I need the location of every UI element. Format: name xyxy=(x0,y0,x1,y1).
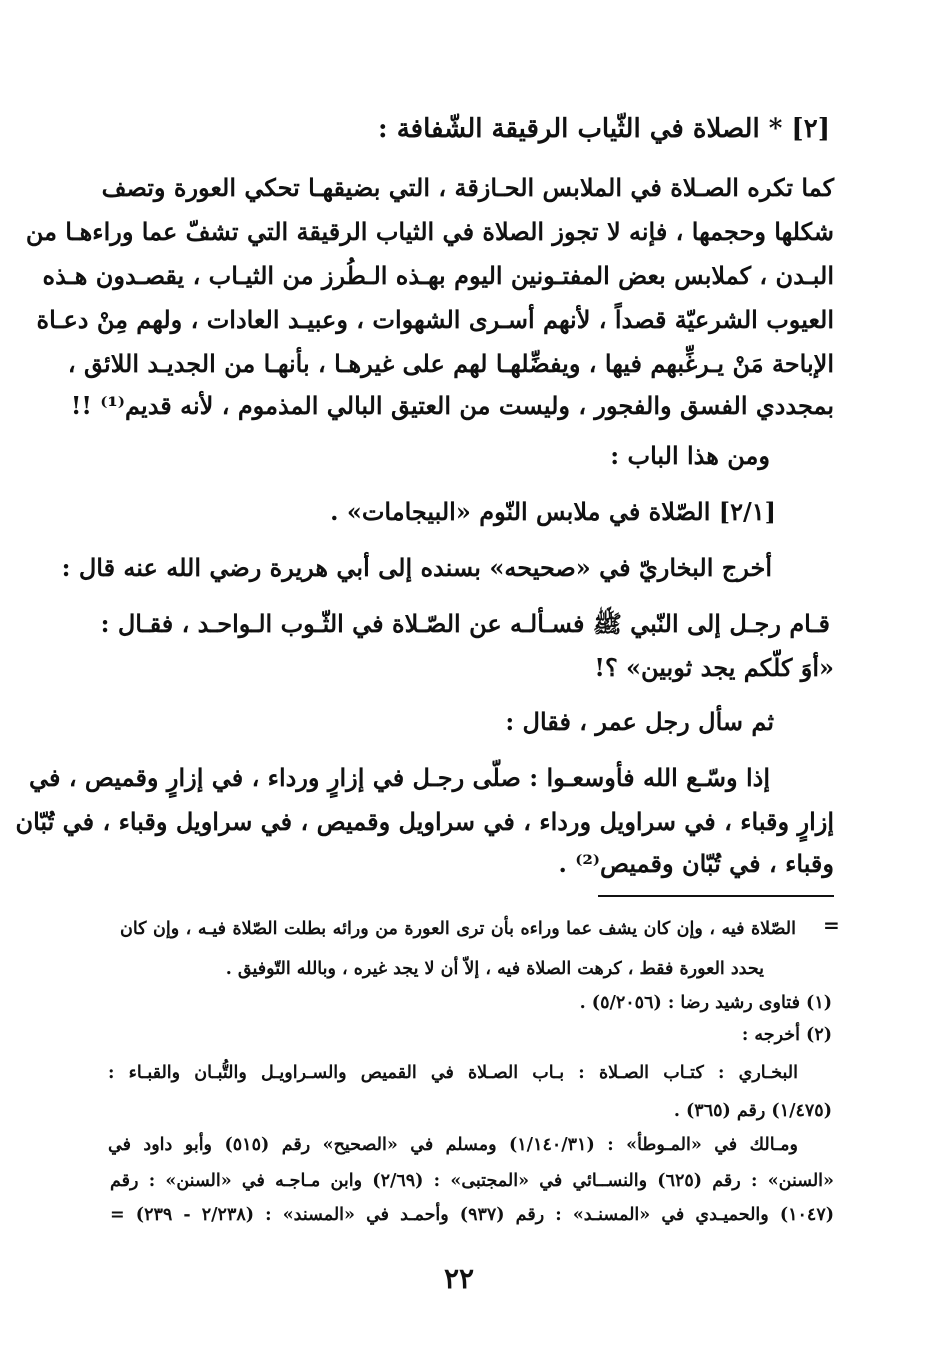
hadith-line: «أوَ كلّكم يجد ثوبين» ؟! xyxy=(594,653,834,682)
then-line: ثم سأل رجل عمر ، فقال : xyxy=(505,707,774,736)
reply-line: إذا وسّـع الله فأوسعـوا : صلّى رجـل في إزارٍ ورداء ، في إزارٍ وقميص ، في xyxy=(29,763,770,792)
reply-line: إزارٍ وقباء ، في سراويل ورداء ، في سراويل وقميص ، في سراويل وقباء ، في تُبّان xyxy=(15,807,834,836)
footnote-2-line: ومـالك في «المـوطأ» : (١/١٤٠/٣١) ومسلم في «الصحيح» رقم (٥١٥) وأبو داود في xyxy=(108,1135,799,1155)
footnote-2-head: (٢) أخرجه : xyxy=(741,1025,832,1045)
footnote-2-line: (١٠٤٧) والحميـدي في «المسنـد» : رقم (٩٣٧) وأحمـد في «المسند» : (٢/٢٣٨ - ٢٣٩) = xyxy=(110,1205,835,1225)
paragraph-line: كما تكره الصـلاة في الملابس الحـازقة ، التي بضيقهـا تحكي العورة وتصف xyxy=(101,173,834,202)
continuation-mark: = xyxy=(823,913,840,937)
paragraph-line: الإباحة مَنْ يـرغِّبهم فيها ، ويفضِّلهـا لهم على غيرهـا ، بأنهـا من الجديـد اللائق ، xyxy=(67,349,834,378)
footnote-2-line: (١/٤٧٥) رقم (٣٦٥) . xyxy=(673,1101,832,1121)
footnote-continuation-line: يحدد العورة فقط ، كرهت الصلاة فيه ، إلاّ أن لا يجد غيره ، وبالله التّوفيق . xyxy=(225,959,764,979)
footnote-separator xyxy=(598,895,834,897)
hadith-line: قـام رجـل إلى النّبي ﷺ فسـألـه عن الصّـلاة في الثّـوب الـواحـد ، فقـال : xyxy=(100,609,830,638)
paragraph-line: بمجددي الفسق والفجور ، وليست من العتيق البالي المذموم ، لأنه قديم⁽¹⁾ !! xyxy=(70,391,834,420)
footnote-continuation-line: الصّلاة فيه ، وإن كان يشف عما وراءه بأن ترى العورة من ورائه بطلت الصّلاة فيـه ، وإن كان xyxy=(120,919,796,939)
subsection-heading: [٢/١] الصّلاة في ملابس النّوم «البيجامات» . xyxy=(330,497,776,526)
hadith-intro: أخرج البخاريّ في «صحيحه» بسنده إلى أبي هريرة رضي الله عنه قال : xyxy=(61,553,772,582)
paragraph-line: شكلها وحجمها ، فإنه لا تجوز الصلاة في الثياب الرقيقة التي تشفّ عما وراءهـا من xyxy=(25,217,834,246)
intro-line: ومن هذا الباب : xyxy=(610,441,770,470)
page-number: ٢٢ xyxy=(444,1262,475,1295)
footnote-2-line: البخـاري : كتـاب الصـلاة : بـاب الصـلاة في القميص والسـراويـل والتُّبـان والقبـاء : xyxy=(108,1063,798,1083)
paragraph-line: العيوب الشرعيّة قصداً ، لأنهم أسـرى الشهوات ، وعبيـد العادات ، ولهم مِنْ دعـاة xyxy=(36,305,834,334)
footnote-2-line: «السنن» : رقم (٦٢٥) والنســائي في «المجتبى» : (٢/٦٩) وابن مـاجـه في «السنن» : رقم xyxy=(110,1171,834,1191)
footnote-1: (١) فتاوى رشيد رضا : (٥/٢٠٥٦) . xyxy=(579,993,832,1013)
reply-line: وقباء ، في تُبّان وقميص⁽²⁾ . xyxy=(558,849,834,878)
section-heading: [٢] * الصلاة في الثّياب الرقيقة الشّفافة : xyxy=(378,114,830,144)
paragraph-line: البـدن ، كملابس بعض المفتـونين اليوم بهـذه الـطُرز من الثيـاب ، يقصـدون هـذه xyxy=(42,261,834,290)
